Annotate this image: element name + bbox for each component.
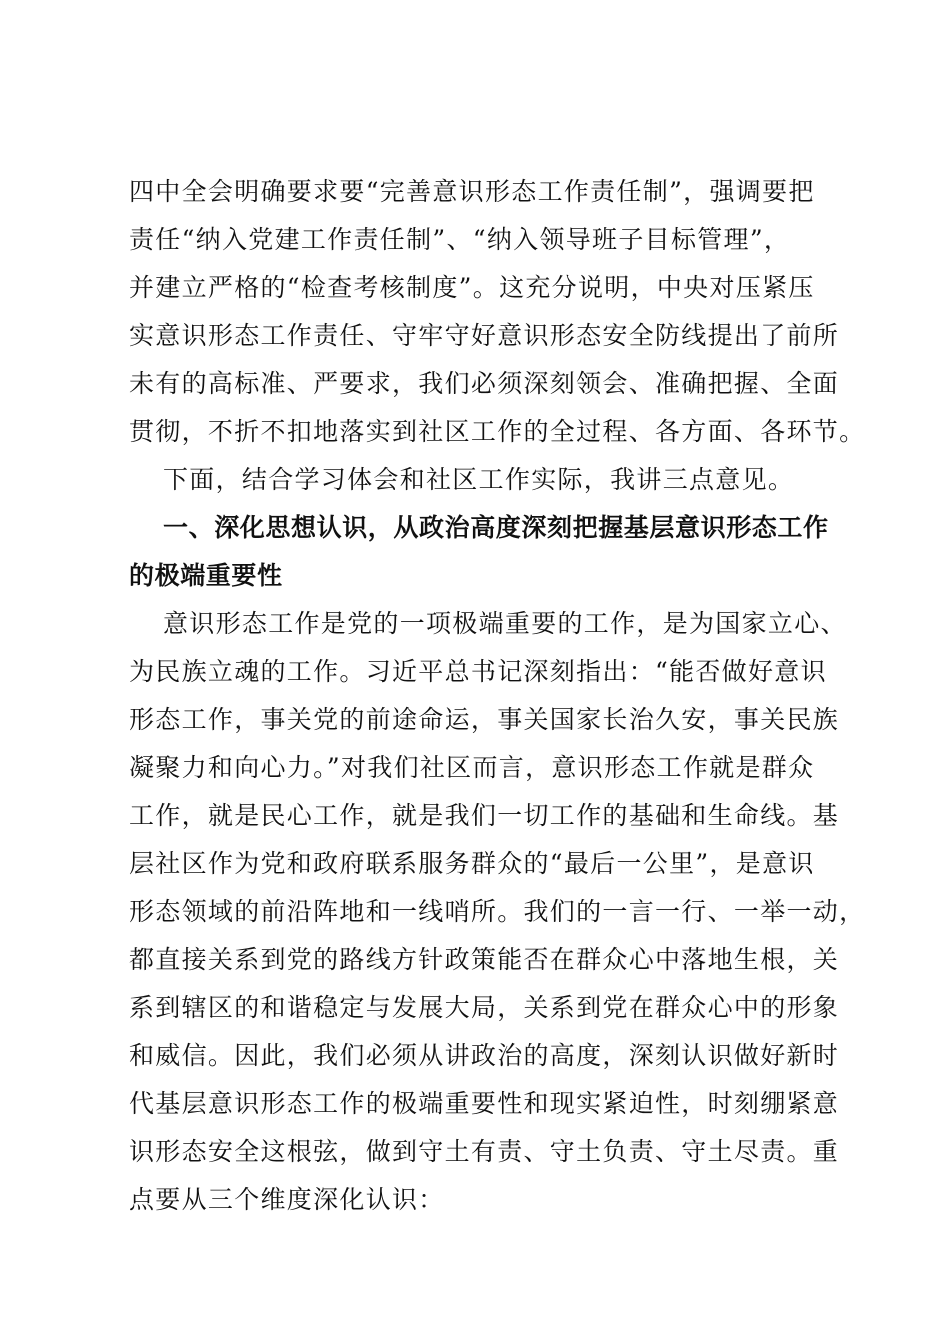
text-line: 形态领域的前沿阵地和一线哨所。我们的一言一行、一举一动， [129, 897, 866, 926]
text-line: 点要从三个维度深化认识： [129, 1185, 445, 1214]
text-line: 下面，结合学习体会和社区工作实际，我讲三点意见。 [163, 465, 795, 494]
paragraph-section-1 [129, 600, 866, 1224]
section-heading-1 [129, 504, 829, 600]
text-line: 责任“纳入党建工作责任制”、“纳入领导班子目标管理”， [129, 225, 791, 254]
text-line: 代基层意识形态工作的极端重要性和现实紧迫性，时刻绷紧意 [129, 1089, 840, 1118]
text-line: 实意识形态工作责任、守牢守好意识形态安全防线提出了前所 [129, 321, 840, 350]
text-line: 识形态安全这根弦，做到守土有责、守土负责、守土尽责。重 [129, 1137, 840, 1166]
document-body [129, 168, 866, 1224]
text-line: 为民族立魂的工作。习近平总书记深刻指出：“能否做好意识 [129, 657, 827, 686]
text-line: 贯彻，不折不扣地落实到社区工作的全过程、各方面、各环节。 [129, 417, 866, 446]
text-line: 都直接关系到党的路线方针政策能否在群众心中落地生根，关 [129, 945, 840, 974]
text-line: 层社区作为党和政府联系服务群众的“最后一公里”，是意识 [129, 849, 815, 878]
heading-line: 一、深化思想认识，从政治高度深刻把握基层意识形态工作 [163, 513, 829, 542]
text-line: 未有的高标准、严要求，我们必须深刻领会、准确把握、全面 [129, 369, 840, 398]
text-line: 并建立严格的“检查考核制度”。这充分说明，中央对压紧压 [129, 273, 815, 302]
text-line: 形态工作，事关党的前途命运，事关国家长治久安，事关民族 [129, 705, 840, 734]
paragraph-transition [129, 456, 829, 504]
heading-line: 的极端重要性 [129, 561, 283, 590]
paragraph-intro [129, 168, 866, 456]
text-line: 工作，就是民心工作，就是我们一切工作的基础和生命线。基 [129, 801, 840, 830]
text-line: 凝聚力和向心力。”对我们社区而言，意识形态工作就是群众 [129, 753, 815, 782]
text-line: 和威信。因此，我们必须从讲政治的高度，深刻认识做好新时 [129, 1041, 840, 1070]
text-line: 意识形态工作是党的一项极端重要的工作，是为国家立心、 [163, 609, 847, 638]
text-line: 四中全会明确要求要“完善意识形态工作责任制”，强调要把 [129, 177, 815, 206]
text-line: 系到辖区的和谐稳定与发展大局，关系到党在群众心中的形象 [129, 993, 840, 1022]
